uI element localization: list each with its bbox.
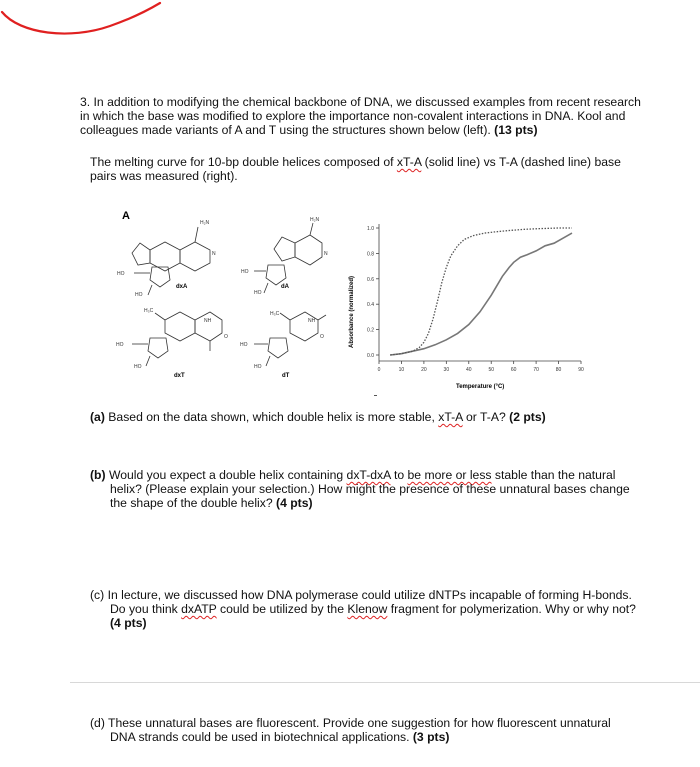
da-name: dA — [281, 284, 289, 290]
part-d-line-2 — [90, 730, 690, 744]
part-a-text-b: or T-A? — [462, 410, 510, 424]
question-intro — [80, 95, 680, 137]
part-c-text-c: fragment for polymerization. Why or why not? — [387, 602, 636, 616]
dt-ho2-label: HO — [254, 364, 262, 370]
part-a — [90, 410, 690, 424]
part-b-line-3-text: the shape of the double helix? — [110, 496, 277, 510]
part-d — [90, 716, 690, 744]
dxt-name: dxT — [174, 373, 185, 379]
part-b-line-3 — [90, 496, 690, 510]
part-b-more-or-less: be more or less — [407, 468, 492, 482]
y-tick-label: 0.2 — [367, 327, 374, 334]
part-c-line-2 — [90, 602, 690, 616]
da-structure — [254, 223, 322, 293]
dxt-ho-label: HO — [116, 342, 124, 348]
melting-text-a: The melting curve for 10-bp double helices composed of — [90, 155, 397, 169]
da-n-label: N — [324, 251, 328, 257]
y-tick-label: 1.0 — [367, 226, 374, 232]
part-b — [90, 468, 690, 510]
part-b-text-b: to — [390, 468, 408, 482]
part-c-line-1: (c) In lecture, we discussed how DNA polymerase could utilize dNTPs incapable of forming H-bonds. — [90, 588, 632, 602]
x-tick-label: 70 — [533, 367, 539, 373]
melting-line-2: pairs was measured (right). — [90, 169, 238, 183]
y-tick-label: 0.8 — [367, 251, 374, 258]
panel-label: A — [122, 210, 130, 222]
dxt-h3c-label: H₃C — [144, 308, 154, 314]
part-d-points: (3 pts) — [412, 730, 450, 744]
xta-term: xT-A — [396, 155, 422, 169]
melting-text-b: (solid line) vs T-A (dashed line) base — [421, 155, 621, 169]
part-c-points: (4 pts) — [110, 616, 147, 630]
part-c-klenow: Klenow — [347, 602, 388, 616]
intro-line-1: 3. In addition to modifying the chemical backbone of DNA, we discussed examples from recent research — [80, 95, 641, 109]
x-axis-label: Temperature (°C) — [456, 384, 505, 390]
part-b-line-2: helix? (Please explain your selection.) How might the presence of these unnatural bases change — [110, 482, 630, 496]
da-ho2-label: HO — [254, 290, 262, 296]
dxa-ho2-label: HO — [135, 292, 143, 298]
melting-curve-chart — [345, 210, 595, 400]
x-tick-label: 60 — [510, 367, 517, 373]
x-tick-label: 50 — [488, 367, 495, 373]
part-a-label: (a) — [90, 410, 105, 424]
x-tick-label: 20 — [421, 367, 427, 373]
part-b-label: (b) — [90, 468, 106, 482]
intro-line-2: in which the base was modified to explore the importance non-covalent interactions in DNA. Kool and — [80, 109, 626, 123]
dashed-series-line — [390, 228, 572, 355]
dt-h3c-label: H₃C — [270, 311, 280, 317]
part-a-points: (2 pts) — [509, 410, 546, 424]
x-tick-label: 40 — [465, 367, 472, 373]
dt-ho-label: HO — [240, 342, 248, 348]
part-b-text-a: Would you expect a double helix containing — [105, 468, 347, 482]
dxt-nh-label: NH — [204, 318, 212, 324]
part-a-text-a: Based on the data shown, which double helix is more stable, — [104, 410, 439, 424]
dxa-structure — [132, 227, 210, 295]
structures-panel — [110, 205, 350, 385]
y-tick-label: 0.6 — [367, 276, 374, 283]
chart-axes — [367, 224, 584, 373]
stray-mark — [374, 395, 377, 396]
part-c-text-b: could be utilized by the — [216, 602, 348, 616]
part-a-xta: xT-A — [438, 410, 463, 424]
x-tick-label: 90 — [578, 367, 584, 373]
x-tick-label: 10 — [398, 367, 405, 373]
dt-name: dT — [282, 373, 290, 379]
x-tick-label: 30 — [443, 367, 450, 373]
part-b-points: (4 pts) — [276, 496, 313, 510]
chart-series — [390, 228, 572, 355]
dxa-name: dxA — [176, 284, 188, 290]
intro-line-3-text: colleagues made variants of A and T using the structures shown below (left). — [80, 123, 495, 137]
da-h2n-label: H₂N — [310, 217, 320, 223]
y-tick-label: 0.4 — [367, 302, 374, 309]
dxa-n-label: N — [212, 251, 216, 257]
dxt-ho2-label: HO — [134, 364, 142, 370]
part-c — [90, 588, 690, 630]
part-c-text-a: Do you think — [110, 602, 182, 616]
dxa-ho-label: HO — [117, 271, 125, 277]
melting-line-1 — [90, 155, 690, 169]
part-d-line-1: (d) These unnatural bases are fluorescent. Provide one suggestion for how fluorescent unnatural — [90, 716, 611, 730]
red-pen-mark — [0, 0, 170, 45]
intro-points: (13 pts) — [494, 123, 538, 137]
dt-o-label: O — [320, 334, 324, 340]
intro-line-3 — [80, 123, 680, 137]
da-ho-label: HO — [241, 269, 249, 275]
part-d-text: DNA strands could be used in biotechnical applications. — [110, 730, 413, 744]
y-tick-label: 0.0 — [367, 353, 374, 359]
part-b-line-1 — [90, 468, 690, 482]
melting-curve-description — [90, 155, 690, 183]
y-axis-label: Absorbance (normalized) — [349, 275, 355, 348]
part-b-dxt-dxa: dxT-dxA — [346, 468, 391, 482]
dxt-o-label: O — [224, 334, 228, 340]
part-c-dxatp: dxATP — [181, 602, 217, 616]
page-divider — [70, 682, 700, 683]
x-tick-label: 0 — [377, 367, 381, 373]
part-b-text-c: stable than the natural — [491, 468, 616, 482]
dxa-h2n-label: H₂N — [200, 220, 210, 226]
x-tick-label: 80 — [555, 367, 562, 373]
dt-nh-label: NH — [308, 318, 316, 324]
solid-series-line — [390, 233, 572, 355]
